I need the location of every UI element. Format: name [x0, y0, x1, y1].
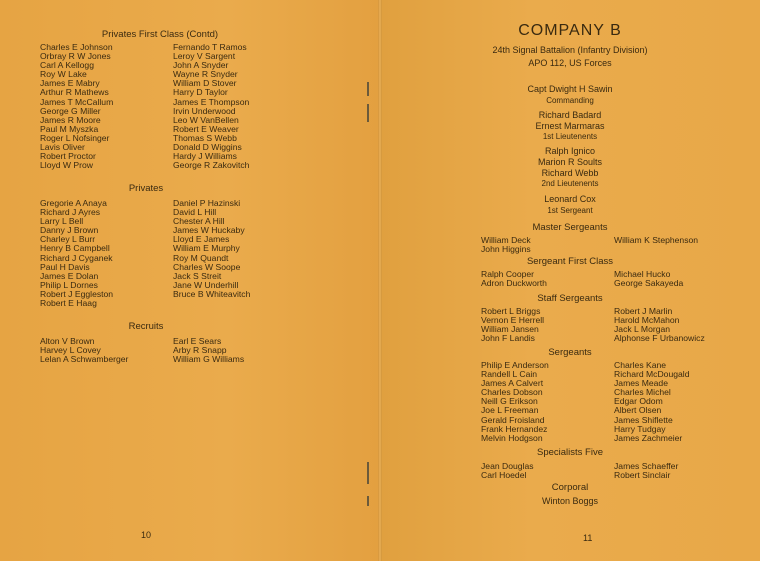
first-lt-label: 1st Lieutenents — [542, 132, 598, 141]
apo: APO 112, US Forces — [528, 58, 612, 68]
roster-name: Randell L Cain — [481, 369, 538, 380]
roster-name: Jack L Morgan — [614, 324, 671, 335]
staff-sgts-heading: Staff Sergeants — [537, 293, 603, 304]
roster-name: James Shiflette — [614, 414, 673, 425]
recruits-col2 — [173, 337, 244, 364]
roster-name: Charles E Johnson — [40, 42, 113, 52]
roster-name: James W Huckaby — [173, 225, 245, 236]
roster-name: Carl Hoedel — [481, 470, 527, 481]
roster-name: John A Snyder — [173, 60, 229, 71]
roster-name: Harold McMahon — [614, 315, 680, 326]
corporal-name: Winton Boggs — [541, 496, 599, 506]
roster-name: Wayne R Snyder — [173, 69, 238, 80]
roster-name: Lelan A Schwamberger — [40, 354, 129, 365]
corporal-heading: Corporal — [551, 482, 589, 493]
roster-name: William E Murphy — [173, 243, 240, 254]
roster-name: Roy W Lake — [40, 69, 87, 80]
roster-name: Chester A Hill — [173, 216, 225, 227]
recruits-heading: Recruits — [128, 321, 164, 332]
roster-name: Robert E Haag — [40, 298, 97, 309]
roster-name: Thomas S Webb — [173, 132, 237, 143]
roster-name: James E Mabry — [40, 78, 100, 89]
privates-col2 — [173, 199, 250, 299]
privates-col1 — [40, 199, 113, 308]
first-lt-name: Richard Badard — [538, 110, 602, 120]
staple — [367, 82, 369, 96]
roster-name: George Sakayeda — [614, 278, 684, 289]
roster-name: William Jansen — [481, 324, 539, 335]
roster-name: Danny J Brown — [40, 225, 99, 236]
roster-name: Jean Douglas — [481, 461, 534, 471]
roster-name: Albert Olsen — [614, 405, 662, 416]
roster-name: Adron Duckworth — [481, 278, 547, 289]
roster-name: Paul H Davis — [40, 261, 90, 272]
second-lt-name: Marion R Soults — [537, 157, 603, 167]
sergeants-col1 — [481, 361, 549, 443]
roster-name: William G Williams — [173, 354, 245, 365]
roster-name: James R Moore — [40, 114, 101, 125]
roster-name: Robert L Briggs — [481, 306, 541, 316]
second-lt-name: Richard Webb — [541, 168, 599, 178]
roster-name: Irvin Underwood — [173, 105, 236, 116]
sergeants-heading: Sergeants — [548, 347, 592, 358]
roster-name: Philip L Dornes — [40, 279, 98, 290]
roster-name: Robert J Eggleston — [40, 288, 114, 299]
roster-name: Frank Hernandez — [481, 423, 548, 434]
captain-name: Capt Dwight H Sawin — [527, 84, 613, 94]
first-sgt-label: 1st Sergeant — [547, 206, 593, 215]
pfc-col1 — [40, 43, 113, 170]
roster-name: Neill G Erikson — [481, 396, 538, 407]
roster-name: Donald D Wiggins — [173, 142, 242, 153]
roster-name: Gerald Froisland — [481, 414, 545, 425]
roster-name: Hardy J Williams — [173, 151, 237, 162]
roster-name: Charles Kane — [614, 360, 667, 370]
roster-name: Robert Proctor — [40, 151, 96, 162]
roster-name: Joe L Freeman — [481, 405, 539, 416]
roster-name: Roy M Quandt — [173, 252, 229, 263]
sfc-heading: Sergeant First Class — [526, 256, 614, 267]
roster-name: James Schaeffer — [614, 461, 679, 471]
roster-name: Harry Tudgay — [614, 423, 666, 434]
roster-name: William K Stephenson — [614, 235, 699, 245]
roster-name: Robert E Weaver — [173, 123, 239, 134]
pfc-heading: Privates First Class (Contd) — [101, 29, 219, 40]
roster-name: Ralph Cooper — [481, 269, 535, 279]
roster-name: Larry L Bell — [40, 216, 84, 227]
privates-heading: Privates — [128, 183, 164, 194]
roster-name: William Deck — [481, 235, 531, 245]
roster-name: Charles Dobson — [481, 387, 543, 398]
second-lt-name: Ralph Ignico — [544, 146, 596, 156]
second-lt-label: 2nd Lieutenents — [541, 179, 599, 188]
first-lt-name: Ernest Marmaras — [535, 121, 605, 131]
sergeants-col2 — [614, 361, 689, 443]
company-title: COMPANY B — [518, 22, 622, 39]
roster-name: James E Thompson — [173, 96, 250, 107]
roster-name: Philip E Anderson — [481, 360, 549, 370]
roster-name: Edgar Odom — [614, 396, 663, 407]
roster-name: Bruce B Whiteavitch — [173, 288, 251, 299]
spec5-heading: Specialists Five — [537, 447, 603, 458]
roster-name: Robert Sinclair — [614, 470, 671, 481]
staple — [367, 104, 369, 122]
roster-name: Charles Michel — [614, 387, 671, 398]
roster-name: Harvey L Covey — [40, 345, 101, 356]
roster-name: Carl A Kellogg — [40, 60, 94, 71]
roster-name: Paul M Myszka — [40, 123, 99, 134]
roster-name: John Higgins — [481, 244, 531, 255]
roster-name: Arby R Snapp — [173, 345, 227, 356]
roster-name: Charley L Burr — [40, 234, 96, 245]
roster-name: Leroy V Sargent — [173, 51, 236, 62]
first-sgt-name: Leonard Cox — [544, 194, 596, 204]
staple — [367, 462, 369, 484]
spec5-col1 — [481, 462, 534, 480]
roster-name: George R Zakovitch — [173, 160, 250, 171]
page-number-right: 11 — [583, 533, 593, 543]
pfc-col2 — [173, 43, 249, 170]
roster-name: Orbray R W Jones — [40, 51, 111, 62]
roster-name: William D Stover — [173, 78, 237, 89]
roster-name: Lavis Oliver — [40, 142, 85, 153]
roster-name: Lloyd E James — [173, 234, 230, 245]
roster-name: David L Hill — [173, 207, 217, 218]
master-sgts-col1 — [481, 236, 531, 254]
master-sgts-heading: Master Sergeants — [532, 222, 608, 233]
page-number-left: 10 — [141, 530, 152, 540]
sfc-col1 — [481, 270, 547, 288]
roster-name: James Zachmeier — [614, 432, 683, 443]
staff-sgts-col2 — [614, 307, 705, 343]
roster-name: Leo W VanBellen — [173, 114, 239, 125]
roster-name: Richard McDougald — [614, 369, 690, 380]
commanding-label: Commanding — [546, 96, 594, 105]
recruits-col1 — [40, 337, 128, 364]
roster-name: Alton V Brown — [40, 336, 95, 346]
roster-name: Earl E Sears — [173, 336, 222, 346]
roster-name: Robert J Marlin — [614, 306, 673, 316]
roster-name: Michael Hucko — [614, 269, 671, 279]
roster-name: Vernon E Herrell — [481, 315, 545, 326]
roster-name: Melvin Hodgson — [481, 432, 543, 443]
roster-name: James Meade — [614, 378, 668, 389]
spec5-col2 — [614, 462, 678, 480]
roster-name: Gregorie A Anaya — [40, 198, 107, 208]
roster-name: James A Calvert — [481, 378, 544, 389]
staff-sgts-col1 — [481, 307, 544, 343]
battalion: 24th Signal Battalion (Infantry Division) — [492, 45, 648, 55]
staple — [367, 496, 369, 506]
roster-name: Harry D Taylor — [173, 87, 228, 98]
roster-name: Jack S Streit — [173, 270, 222, 281]
roster-name: Alphonse F Urbanowicz — [614, 333, 705, 344]
roster-name: James E Dolan — [40, 270, 99, 281]
roster-name: Henry B Campbell — [40, 243, 110, 254]
roster-name: George G Miller — [40, 105, 101, 116]
roster-name: James T McCallum — [40, 96, 114, 107]
roster-name: Richard J Cyganek — [40, 252, 113, 263]
master-sgts-col2 — [614, 236, 698, 245]
roster-name: Roger L Nofsinger — [40, 132, 110, 143]
sfc-col2 — [614, 270, 683, 288]
roster-name: Arthur R Mathews — [40, 87, 109, 98]
roster-name: John F Landis — [481, 333, 535, 344]
roster-name: Jane W Underhill — [173, 279, 239, 290]
roster-name: Daniel P Hazinski — [173, 198, 241, 208]
roster-name: Charles W Soope — [173, 261, 241, 272]
roster-name: Lloyd W Prow — [40, 160, 94, 171]
roster-name: Fernando T Ramos — [173, 42, 247, 52]
roster-name: Richard J Ayres — [40, 207, 101, 218]
